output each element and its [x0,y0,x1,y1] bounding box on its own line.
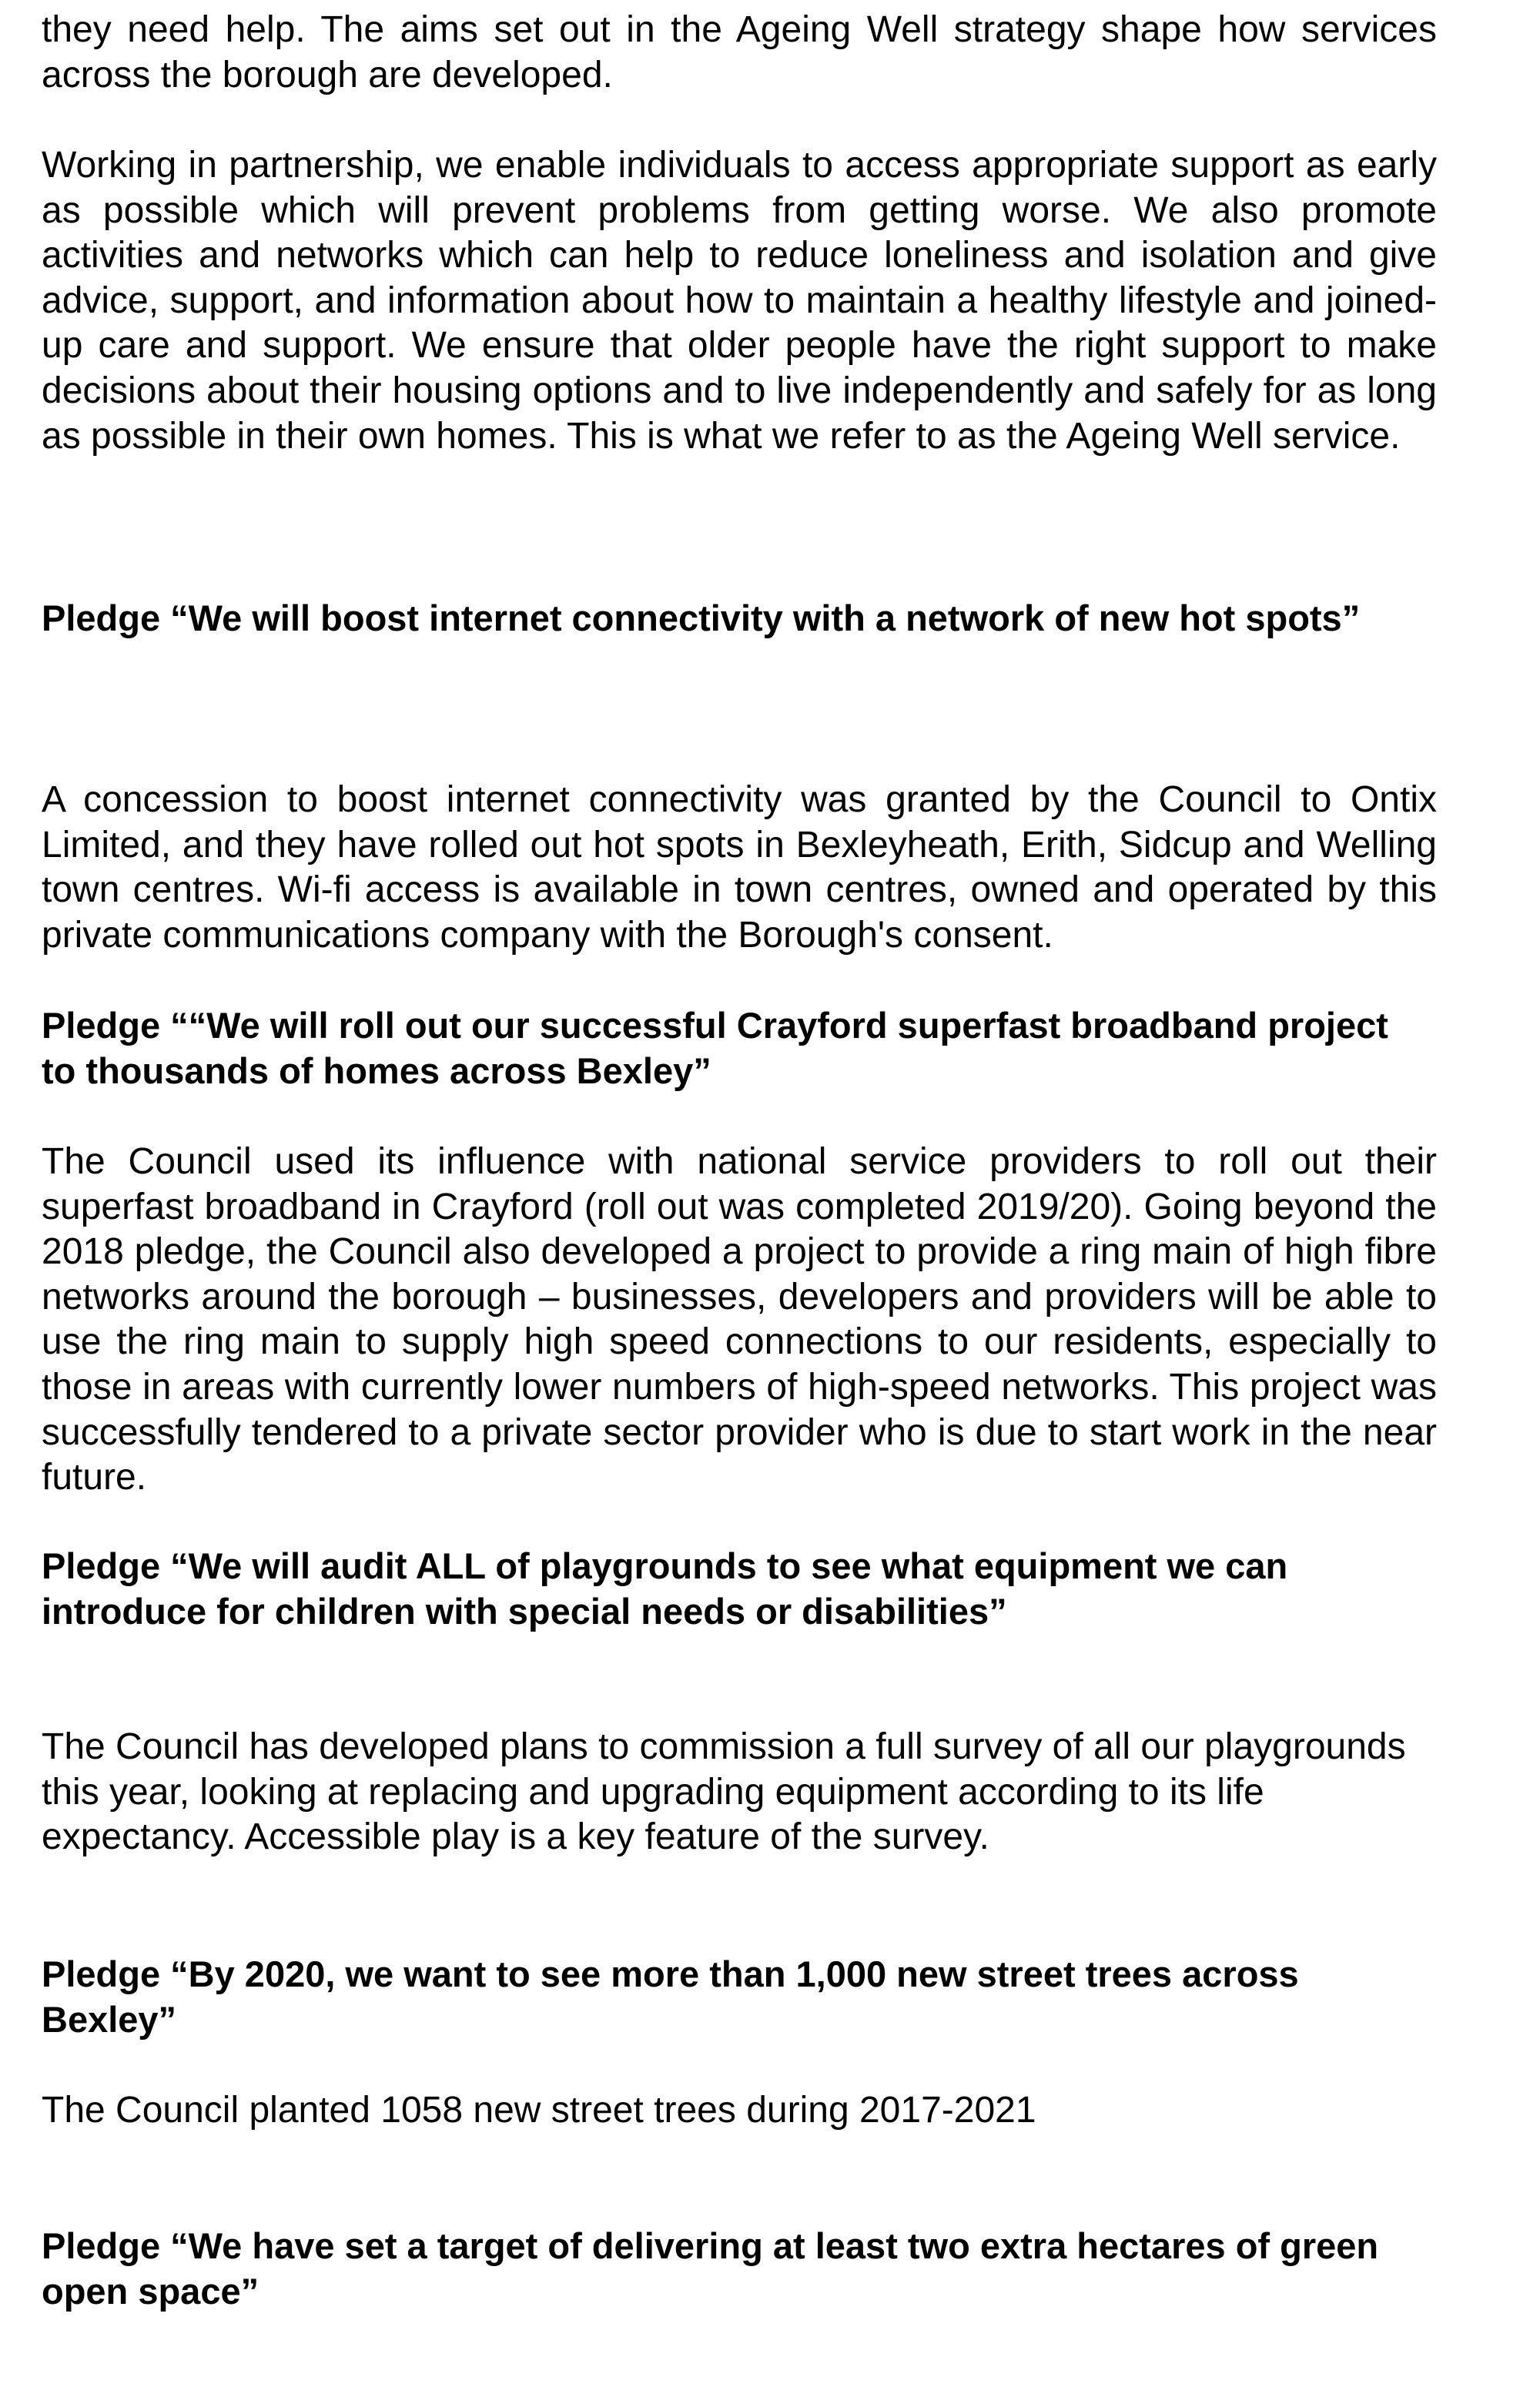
pledge-green-space-heading: Pledge “We have set a target of delivering at least two extra hectares of green open space” [42,2225,1379,2312]
pledge-playgrounds-heading: Pledge “We will audit ALL of playgrounds to see what equipment we can introduce for children with special needs or disabilities” [42,1545,1288,1632]
pledge-hotspots-heading: Pledge “We will boost internet connectivity with a network of new hot spots” [42,598,1361,638]
pledge-playgrounds-body: The Council has developed plans to commission a full survey of all our playgrounds this year, looking at replacing and upgrading equipment according to its life expectancy. Accessible play is a key feature of the survey. [42,1726,1406,1858]
pledge-broadband-body: The Council used its influence with national service providers to roll out their superfast broadband in Crayford (roll out was completed 2019/20). Going beyond the 2018 pledge, the Council also developed a project to provide a ring main of high fibre networks around the borough – businesses, developers and providers will be able to use the ring main to supply high speed connections to our residents, especially to those in areas with currently lower numbers of high-speed networks. This project was successfully tendered to a private sector provider who is due to start work in the near future. [42,1141,1437,1498]
ageing-well-paragraph: Working in partnership, we enable individuals to access appropriate support as early as possible which will prevent problems from getting worse. We also promote activities and networks which can help to reduce loneliness and isolation and give advice, support, and information about how to maintain a healthy lifestyle and joined-up care and support. We ensure that older people have the right support to make decisions about their housing options and to live independently and safely for as long as possible in their own homes. This is what we refer to as the Ageing Well service. [42,145,1437,457]
intro-paragraph: they need help. The aims set out in the Ageing Well strategy shape how services across the borough are developed. [42,9,1437,95]
pledge-broadband-heading: Pledge ““We will roll out our successful Crayford superfast broadband project to thousands of homes across Bexley” [42,1005,1388,1091]
pledge-hotspots-body: A concession to boost internet connectivity was granted by the Council to Ontix Limited, and they have rolled out hot spots in Bexleyheath, Erith, Sidcup and Welling town centres. Wi-fi access is available in town centres, owned and operated by this private communications company with the Borough's consent. [42,779,1437,956]
pledge-trees-body: The Council planted 1058 new street trees during 2017-2021 [42,2090,1036,2131]
pledge-trees-heading: Pledge “By 2020, we want to see more than 1,000 new street trees across Bexley” [42,1953,1299,2040]
